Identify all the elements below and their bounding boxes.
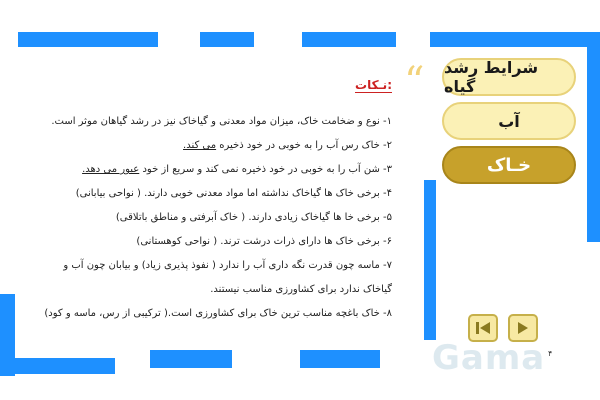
decor-bar-top-center-right	[302, 32, 396, 47]
decor-bar-top-center-left	[200, 32, 254, 47]
note-line-4: ۴- برخی خاک ها گیاخاک نداشته اما مواد معدنی خوبی دارند. ( نواحی بیابانی)	[75, 188, 392, 199]
note-line-1: ۱- نوع و ضخامت خاک، میزان مواد معدنی و گیاخاک نیز در رشد گیاهان موثر است.	[51, 116, 392, 127]
quote-mark-icon: “	[404, 59, 425, 105]
note-line-7: ۷- ماسه چون قدرت نگه داری آب را ندارد ( نفوذ پذیری زیاد) و بیابان چون آب و	[63, 260, 392, 271]
note-line-8: ۸- خاک باغچه مناسب ترین خاک برای کشاورزی است.( ترکیبی از رس، ماسه و کود)	[44, 308, 392, 319]
note-line-7-continued: گیاخاک ندارد برای کشاورزی مناسب نیستند.	[210, 284, 392, 295]
note-line-5: ۵- برخی خا ها گیاخاک زیادی دارند. ( خاک آبرفتی و مناطق باتلاقی)	[115, 212, 392, 223]
decor-bar-top-left	[18, 32, 158, 47]
menu-item-water[interactable]: آب	[442, 102, 576, 140]
decor-bar-mid-vertical	[424, 180, 436, 340]
note-line-3-underlined: عبور می دهد.	[82, 164, 140, 175]
decor-bar-right-vertical	[587, 32, 600, 242]
note-line-2-underlined: می کند.	[183, 140, 217, 151]
skip-previous-icon	[475, 321, 491, 335]
page-number: ۴	[548, 349, 553, 358]
gama-logo: Gama	[432, 338, 546, 378]
menu-item-soil[interactable]: خـاک	[442, 146, 576, 184]
decor-bar-bottom-left	[15, 358, 115, 374]
note-line-3: ۳- شن آب را به خوبی در خود ذخیره نمی کند و سریع از خود عبور می دهد.	[82, 164, 392, 175]
note-line-2: ۲- خاک رس آب را به خوبی در خود ذخیره می کند.	[183, 140, 392, 151]
decor-bar-left-vertical	[0, 294, 15, 376]
notes-list	[18, 110, 392, 326]
menu-title-pill[interactable]: شرایط رشد گیاه	[442, 58, 576, 96]
decor-bar-top-right	[430, 32, 600, 47]
play-next-icon	[515, 321, 531, 335]
decor-bar-bottom-right	[300, 350, 380, 368]
decor-bar-bottom-center	[150, 350, 232, 368]
note-line-6: ۶- برخی خاک ها دارای ذرات درشت ترند. ( نواحی کوهستانی)	[136, 236, 392, 247]
notes-heading: نـکات:	[355, 78, 392, 92]
